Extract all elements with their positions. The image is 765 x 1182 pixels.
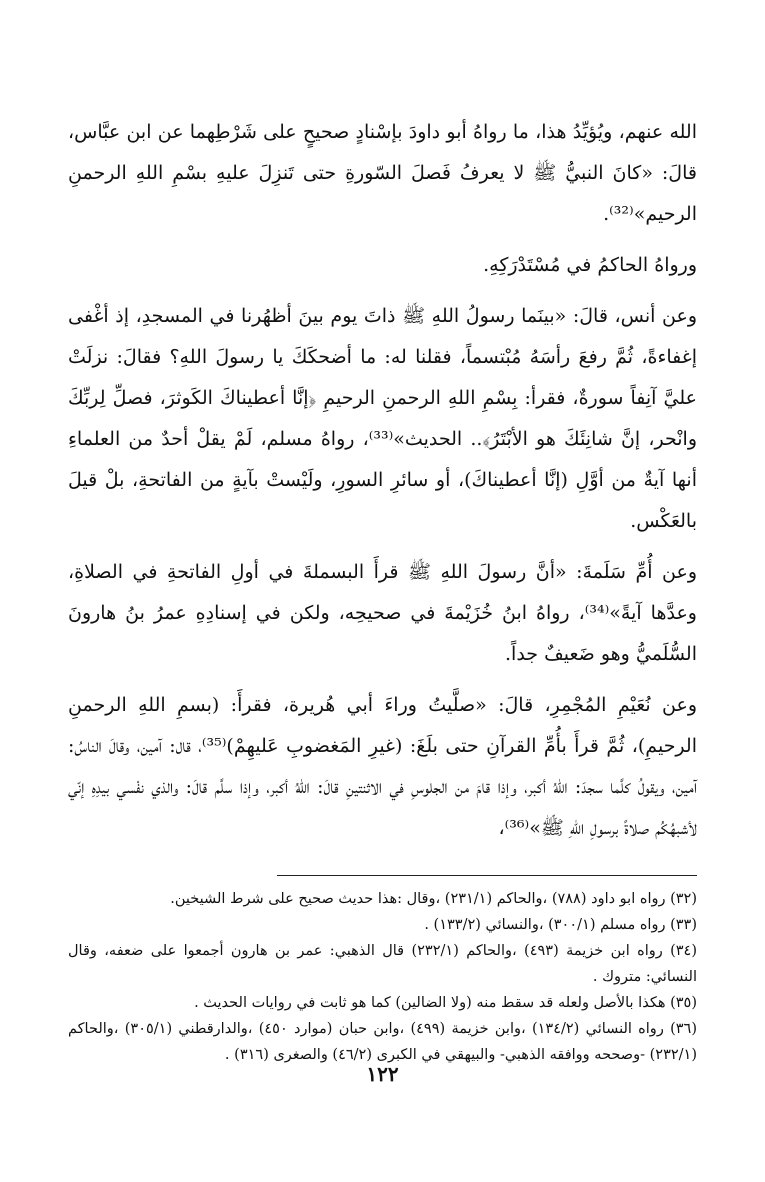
paragraph-5: وعن نُعَيْمِ المُجْمِرِ، قالَ: «صلَّيتُ وراءَ أبي هُريرة، فقرأَ: (بسمِ اللهِ الرحمنِ الرحيمِ)، ثُمَّ قرأَ بأُمِّ القرآنِ حتى بلَغَ: (غيرِ المَغضوبِ عَليهِمْ)⁽³⁵⁾، قال: آمين، وقالَ الناسُ: آمين، ويقولُ كلَّما سجدَ: اللهُ أكبر، وإذا قامَ من الجلوسِ في الاثنتينِ قالَ: اللهُ أكبر، وإذا سلَّم قالَ: والذي نفْسي بيدِهِ إنّي لأشبهُكُم صلاةً برسولِ اللهِ ﷺ»⁽³⁶⁾، <box>68 694 697 839</box>
footnote-36: (٣٦) رواه النسائي (١٣٤/٢) ،وابن خزيمة (٤٩٩) ،وابن حبان (موارد ٤٥٠) ،والدارقطني (٣٠٥/١) ،والحاكم (٢٣٢/١) -وصححه ووافقه الذهبي- والبيهقي في الكبرى (٤٦/٢) والصغرى (٣١٦) . <box>68 1021 698 1063</box>
footnote-34: (٣٤) رواه ابن خزيمة (٤٩٣) ،والحاكم (٢٣٢/١) قال الذهبي: عمر بن هارون أجمعوا على ضعفه، وقال النسائي: متروك . <box>68 943 698 985</box>
paragraph-4: وعن أُمِّ سَلَمةَ: «أنَّ رسولَ اللهِ ﷺ قرأَ البسملةَ في أولِ الفاتحةِ في الصلاةِ، وعدَّها آيةً»⁽³⁴⁾، رواهُ ابنُ خُزَيْمةَ في صحيحِه، ولكن في إسنادِهِ عمرُ بنُ هارونَ السُّلَميُّ وهو ضَعيفٌ جداً. <box>68 561 697 665</box>
paragraph-1: الله عنهم، ويُؤيِّدُ هذا، ما رواهُ أبو داودَ بإسْنادٍ صحيحٍ على شَرْطِهما عن ابن عبَّاس، قالَ: «كانَ النبيُّ ﷺ لا يعرفُ فَصلَ السّورةِ حتى تَنزِلَ عليهِ بسْمِ اللهِ الرحمنِ الرحيم»⁽³²⁾. <box>68 121 697 225</box>
footnote-33: (٣٣) رواه مسلم (٣٠٠/١) ،والنسائي (١٣٣/٢) . <box>424 917 697 933</box>
footnote-32: (٣٢) رواه ابو داود (٧٨٨) ،والحاكم (٢٣١/١) ،وقال :هذا حديث صحيح على شرط الشيخين. <box>170 891 697 907</box>
page-number: ١٢٢ <box>366 1062 399 1086</box>
footnotes <box>68 886 697 1068</box>
paragraph-3: وعن أنس، قالَ: «بينَما رسولُ اللهِ ﷺ ذاتَ يوم بينَ أظهُرنا في المسجدِ، إذ أغْفى إغفاءةً، ثُمَّ رفعَ رأسَهُ مُبْتسماً، فقلنا له: ما أضحكَكَ يا رسولَ اللهِ؟ فقالَ: نزلَتْ عليَّ آنِفاً سورةٌ، فقرأ: بِسْمِ اللهِ الرحمنِ الرحيمِ ﴿إنَّا أعطيناكَ الكَوثرَ، فصلِّ لِربِّكَ وانْحر، إنَّ شانِئَكَ هو الأبْتَرُ﴾.. الحديث»⁽³³⁾، رواهُ مسلم، لَمْ يقلْ أحدٌ من العلماءِ أنها آيةٌ من أوَّلِ (إنَّا أعطيناكَ)، أو سائرِ السورِ، ولَيْستْ بآيةٍ من الفاتحةِ، بلْ قيلَ بالعَكْس. <box>68 305 697 532</box>
main-text <box>68 112 697 849</box>
footnote-divider <box>277 875 697 876</box>
paragraph-2: ورواهُ الحاكمُ في مُسْتَدْرَكِهِ. <box>483 254 697 276</box>
footnote-35: (٣٥) هكذا بالأصل ولعله قد سقط منه (ولا الضالين) كما هو ثابت في روايات الحديث . <box>194 995 697 1011</box>
